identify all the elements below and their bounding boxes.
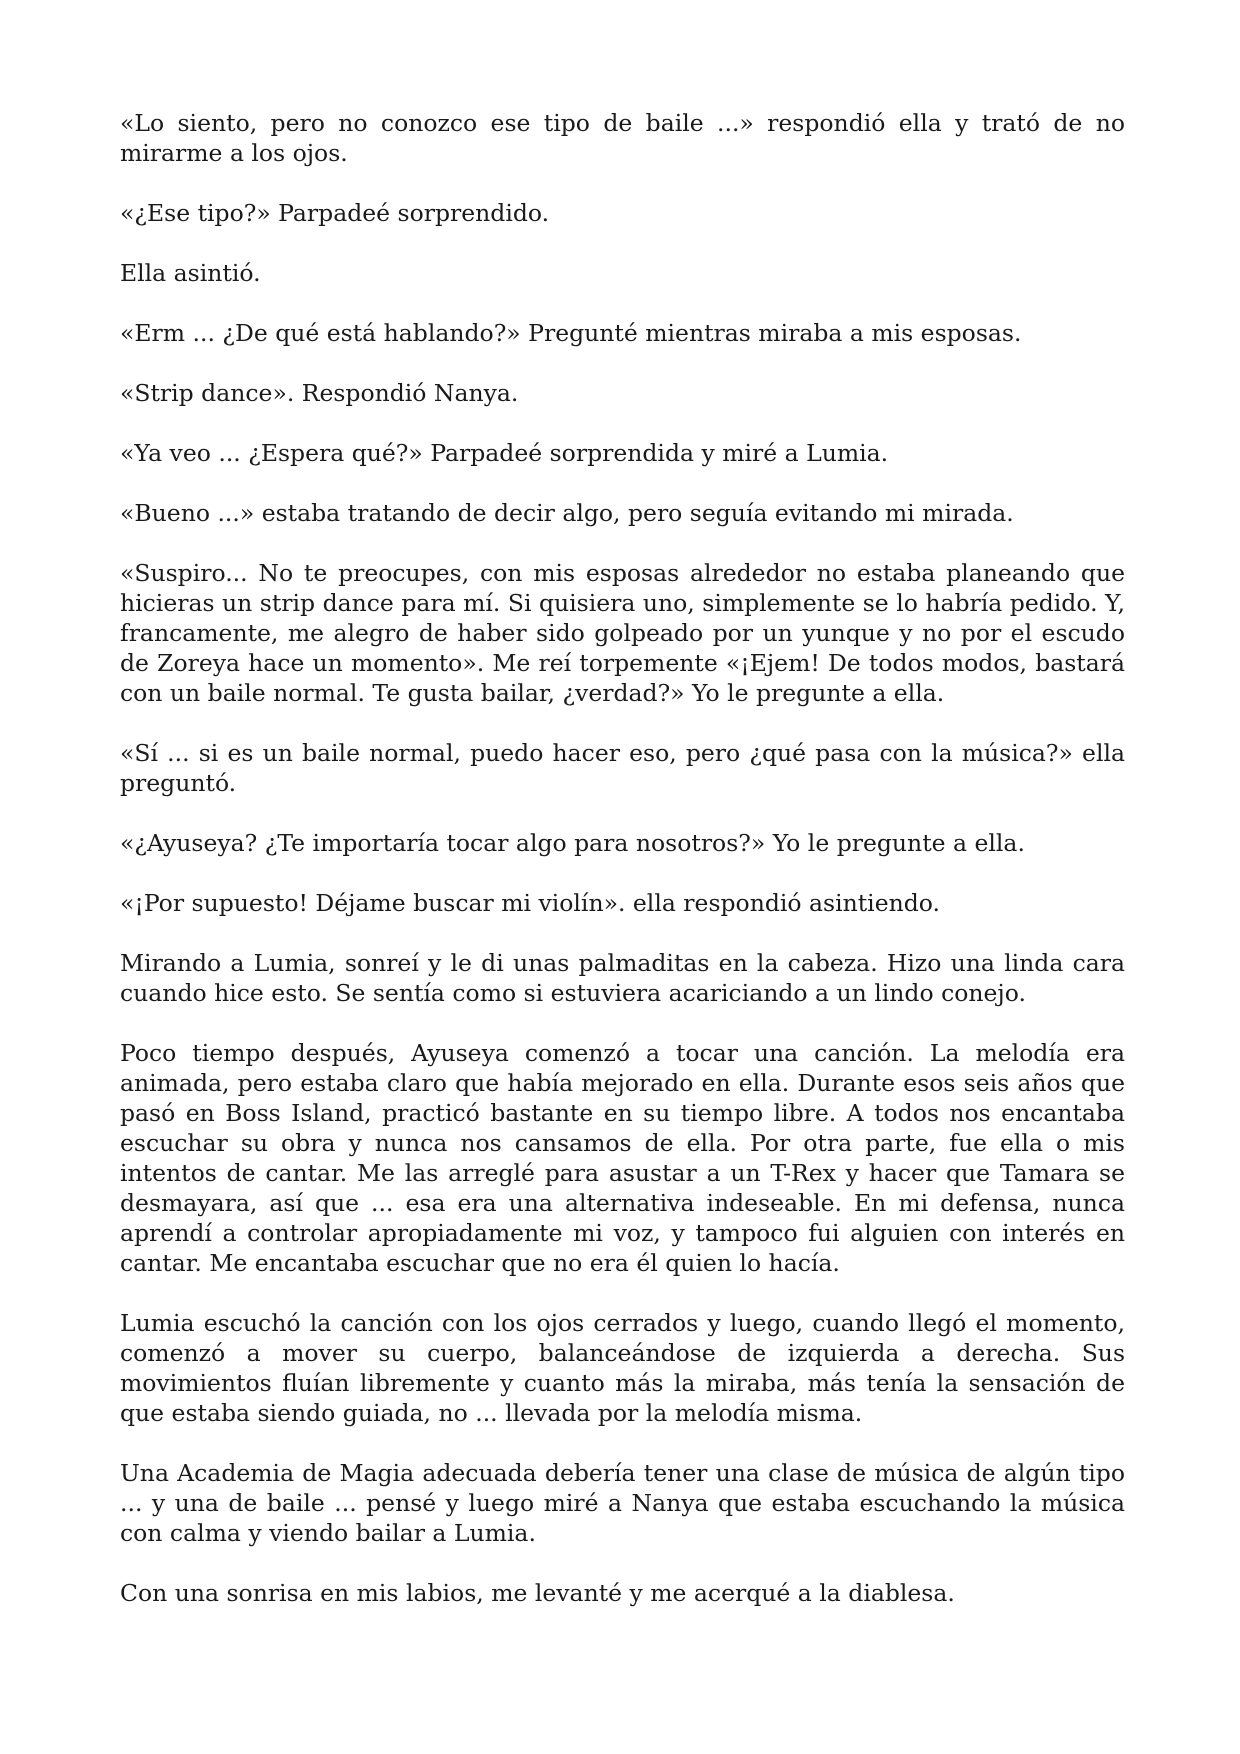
paragraph: «¿Ese tipo?» Parpadeé sorprendido. — [120, 199, 550, 227]
paragraph: Ella asintió. — [120, 259, 261, 287]
paragraph: «Suspiro... No te preocupes, con mis esposas alrededor no estaba planeando que hicieras un strip dance para mí. Si quisiera uno, simplemente se lo habría pedido. Y, francamente, me alegro de haber sido golpeado por un yunque y no por el escudo de Zoreya hace un momento». Me reí torpemente «¡Ejem! De todos modos, bastará con un baile normal. Te gusta bailar, ¿verdad?» Yo le pregunte a ella. — [120, 559, 1125, 707]
paragraph: «Strip dance». Respondió Nanya. — [120, 379, 519, 407]
paragraph: «Ya veo ... ¿Espera qué?» Parpadeé sorprendida y miré a Lumia. — [120, 439, 889, 467]
paragraph: «Bueno ...» estaba tratando de decir algo, pero seguía evitando mi mirada. — [120, 499, 1014, 527]
paragraph: «¿Ayuseya? ¿Te importaría tocar algo para nosotros?» Yo le pregunte a ella. — [120, 829, 1025, 857]
paragraph: Una Academia de Magia adecuada debería tener una clase de música de algún tipo ... y una de baile ... pensé y luego miré a Nanya que estaba escuchando la música con calma y viendo bailar a Lumia. — [120, 1459, 1125, 1547]
paragraph: Con una sonrisa en mis labios, me levanté y me acerqué a la diablesa. — [120, 1579, 955, 1607]
paragraph: «Erm ... ¿De qué está hablando?» Pregunté mientras miraba a mis esposas. — [120, 319, 1022, 347]
paragraph: Mirando a Lumia, sonreí y le di unas palmaditas en la cabeza. Hizo una linda cara cuando hice esto. Se sentía como si estuviera acariciando a un lindo conejo. — [120, 949, 1125, 1007]
paragraph: «Lo siento, pero no conozco ese tipo de baile ...» respondió ella y trató de no mirarme a los ojos. — [120, 109, 1125, 167]
document-page — [120, 108, 1125, 1638]
paragraph: Poco tiempo después, Ayuseya comenzó a tocar una canción. La melodía era animada, pero estaba claro que había mejorado en ella. Durante esos seis años que pasó en Boss Island, practicó bastante en su tiempo libre. A todos nos encantaba escuchar su obra y nunca nos cansamos de ella. Por otra parte, fue ella o mis intentos de cantar. Me las arreglé para asustar a un T-Rex y hacer que Tamara se desmayara, así que ... esa era una alternativa indeseable. En mi defensa, nunca aprendí a controlar apropiadamente mi voz, y tampoco fui alguien con interés en cantar. Me encantaba escuchar que no era él quien lo hacía. — [120, 1039, 1125, 1277]
paragraph: Lumia escuchó la canción con los ojos cerrados y luego, cuando llegó el momento, comenzó a mover su cuerpo, balanceándose de izquierda a derecha. Sus movimientos fluían libremente y cuanto más la miraba, más tenía la sensación de que estaba siendo guiada, no ... llevada por la melodía misma. — [120, 1309, 1125, 1427]
paragraph: «¡Por supuesto! Déjame buscar mi violín». ella respondió asintiendo. — [120, 889, 940, 917]
paragraph: «Sí ... si es un baile normal, puedo hacer eso, pero ¿qué pasa con la música?» ella preguntó. — [120, 739, 1125, 797]
